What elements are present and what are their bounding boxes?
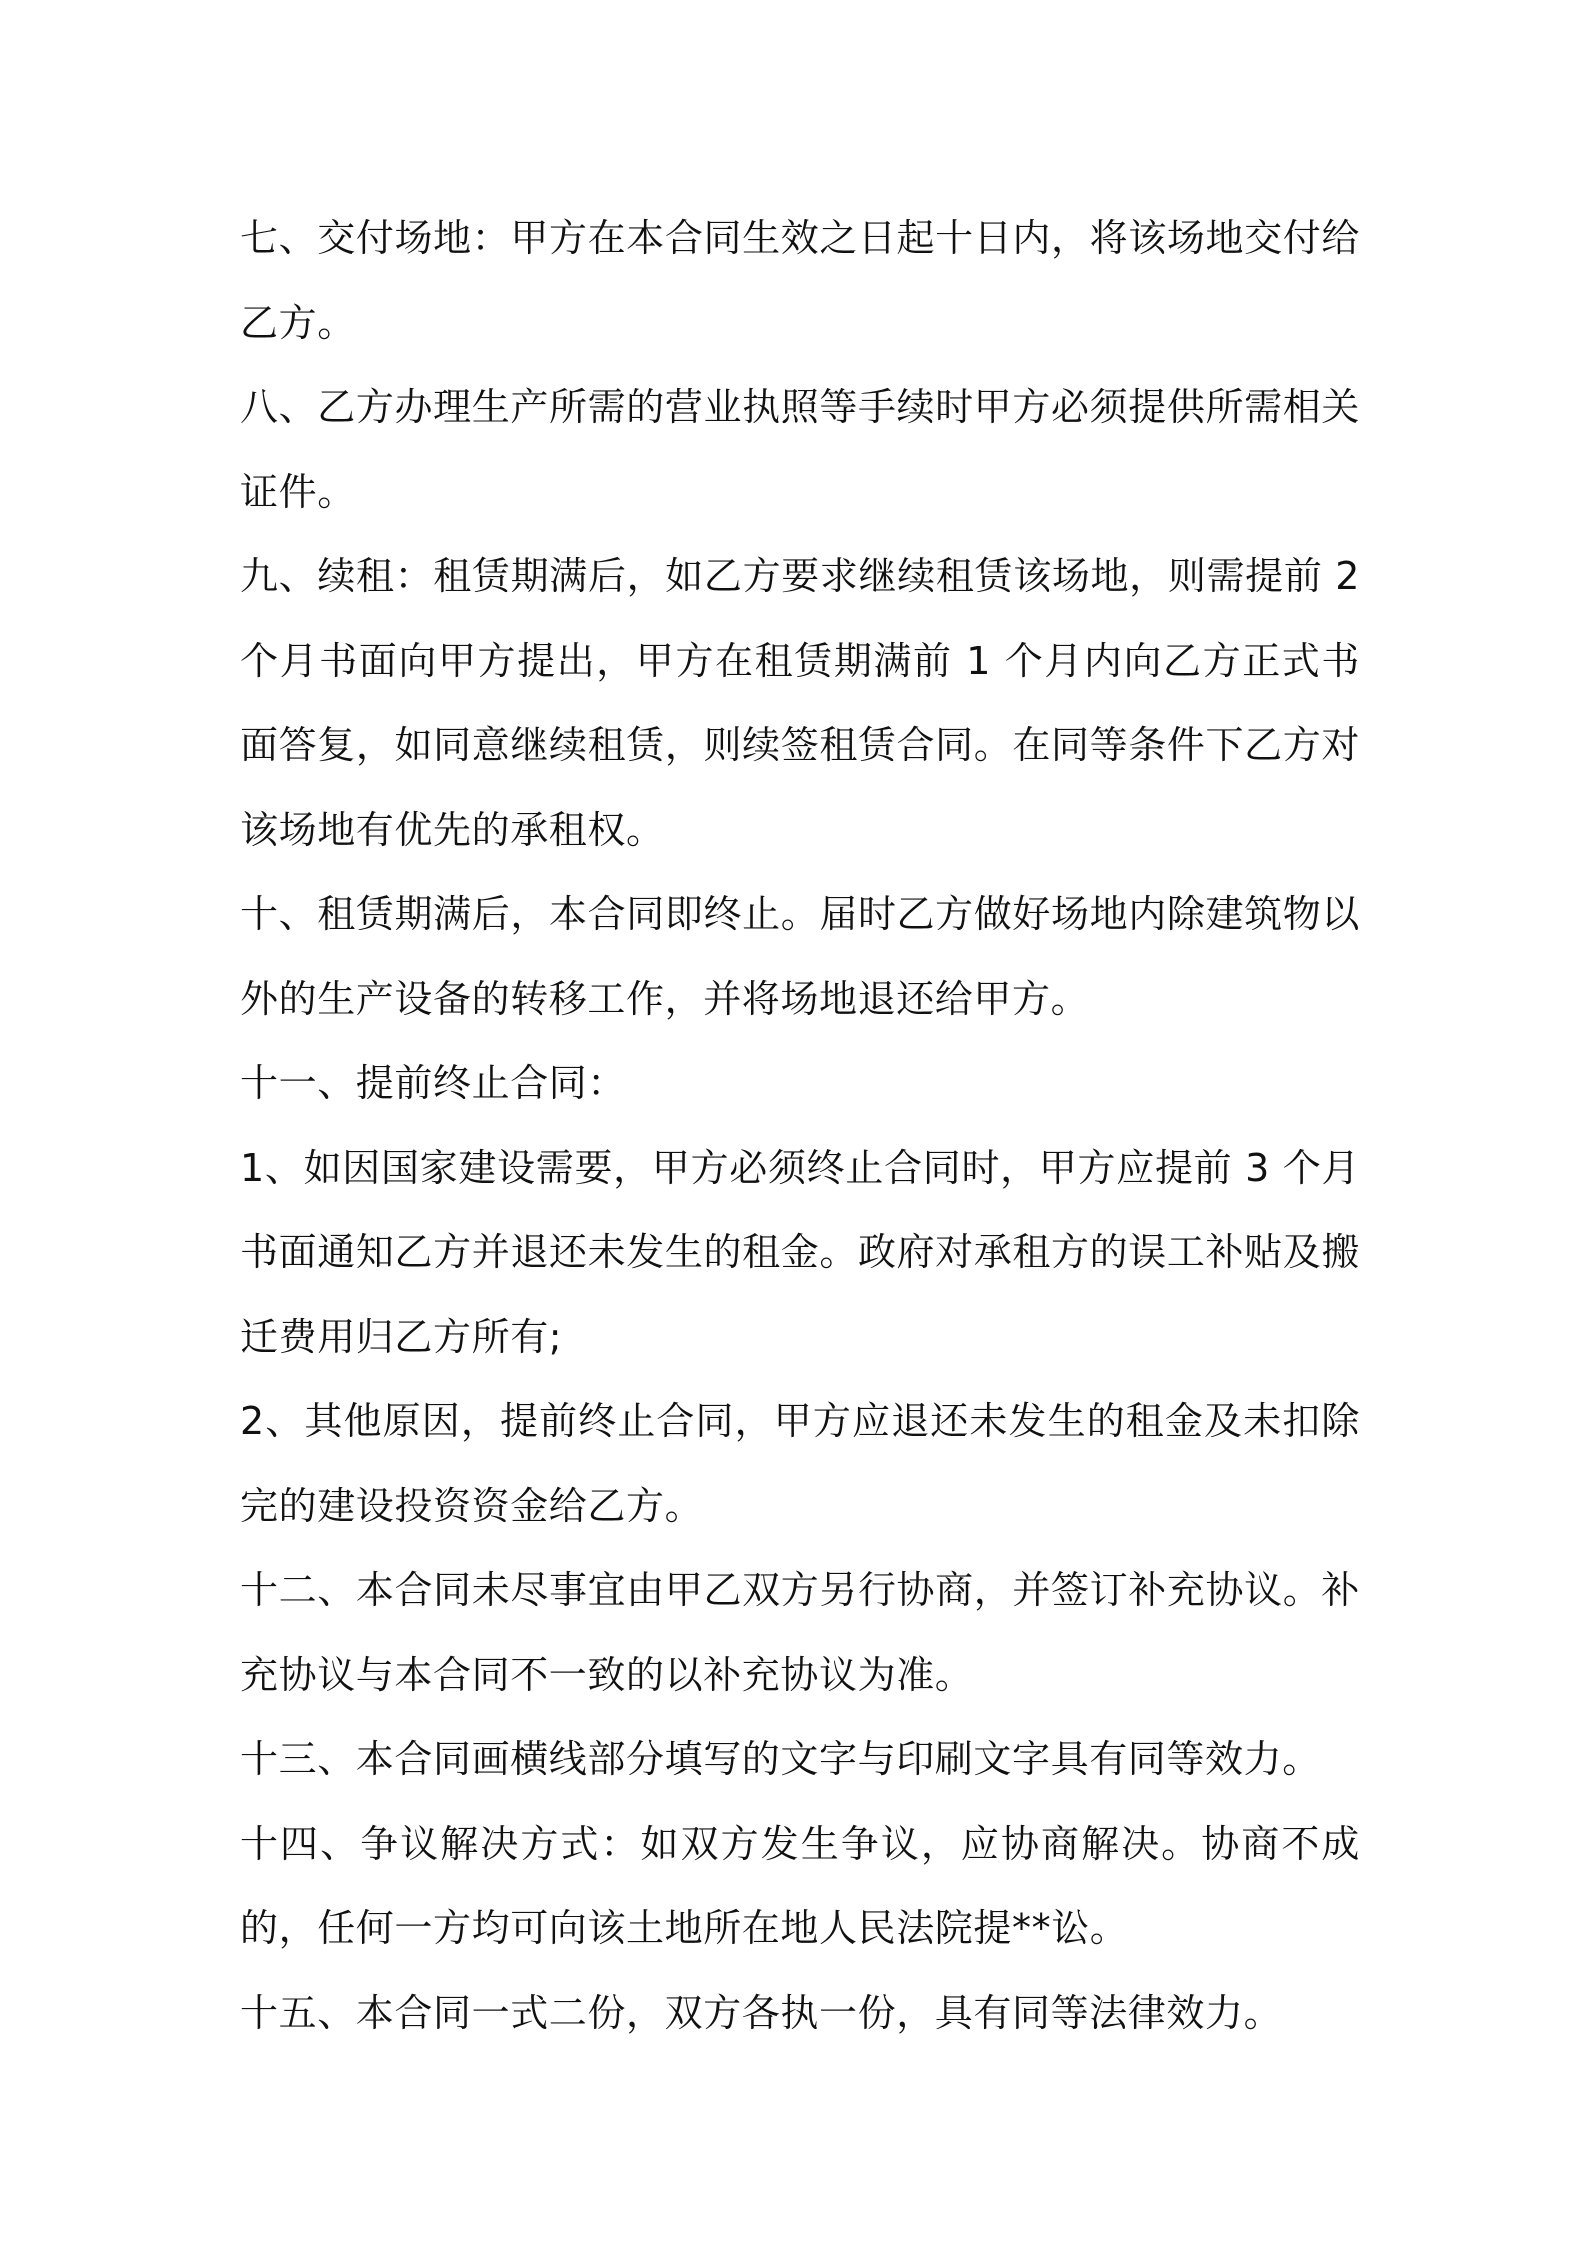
- clause-10-termination: 十、租赁期满后，本合同即终止。届时乙方做好场地内除建筑物以外的生产设备的转移工作，并将场地退还给甲方。: [240, 892, 1360, 1021]
- clause-9-renewal: 九、续租：租赁期满后，如乙方要求继续租赁该场地，则需提前 2 个月书面向甲方提出，甲方在租赁期满前 1 个月内向乙方正式书面答复，如同意继续租赁，则续签租赁合同。在同等条件下乙方对该场地有优先的承租权。: [240, 554, 1360, 852]
- clause-11-early-termination: 十一、提前终止合同：: [240, 1061, 627, 1105]
- clause-13-handwritten: 十三、本合同画横线部分填写的文字与印刷文字具有同等效力。: [240, 1737, 1321, 1781]
- clause-7-delivery: 七、交付场地：甲方在本合同生效之日起十日内，将该场地交付给乙方。: [240, 216, 1360, 345]
- clause-14-disputes: 十四、争议解决方式：如双方发生争议，应协商解决。协商不成的，任何一方均可向该土地所在地人民法院提**讼。: [240, 1821, 1360, 1950]
- clause-8-licenses: 八、乙方办理生产所需的营业执照等手续时甲方必须提供所需相关证件。: [240, 385, 1360, 514]
- clause-11-item-1: 1、如因国家建设需要，甲方必须终止合同时，甲方应提前 3 个月书面通知乙方并退还未发生的租金。政府对承租方的误工补贴及搬迁费用归乙方所有;: [240, 1145, 1360, 1359]
- clause-11-item-2: 2、其他原因，提前终止合同，甲方应退还未发生的租金及未扣除完的建设投资资金给乙方。: [240, 1399, 1360, 1528]
- document-body: [240, 196, 1360, 2055]
- clause-12-supplement: 十二、本合同未尽事宜由甲乙双方另行协商，并签订补充协议。补充协议与本合同不一致的以补充协议为准。: [240, 1568, 1360, 1697]
- clause-15-copies: 十五、本合同一式二份，双方各执一份，具有同等法律效力。: [240, 1990, 1283, 2035]
